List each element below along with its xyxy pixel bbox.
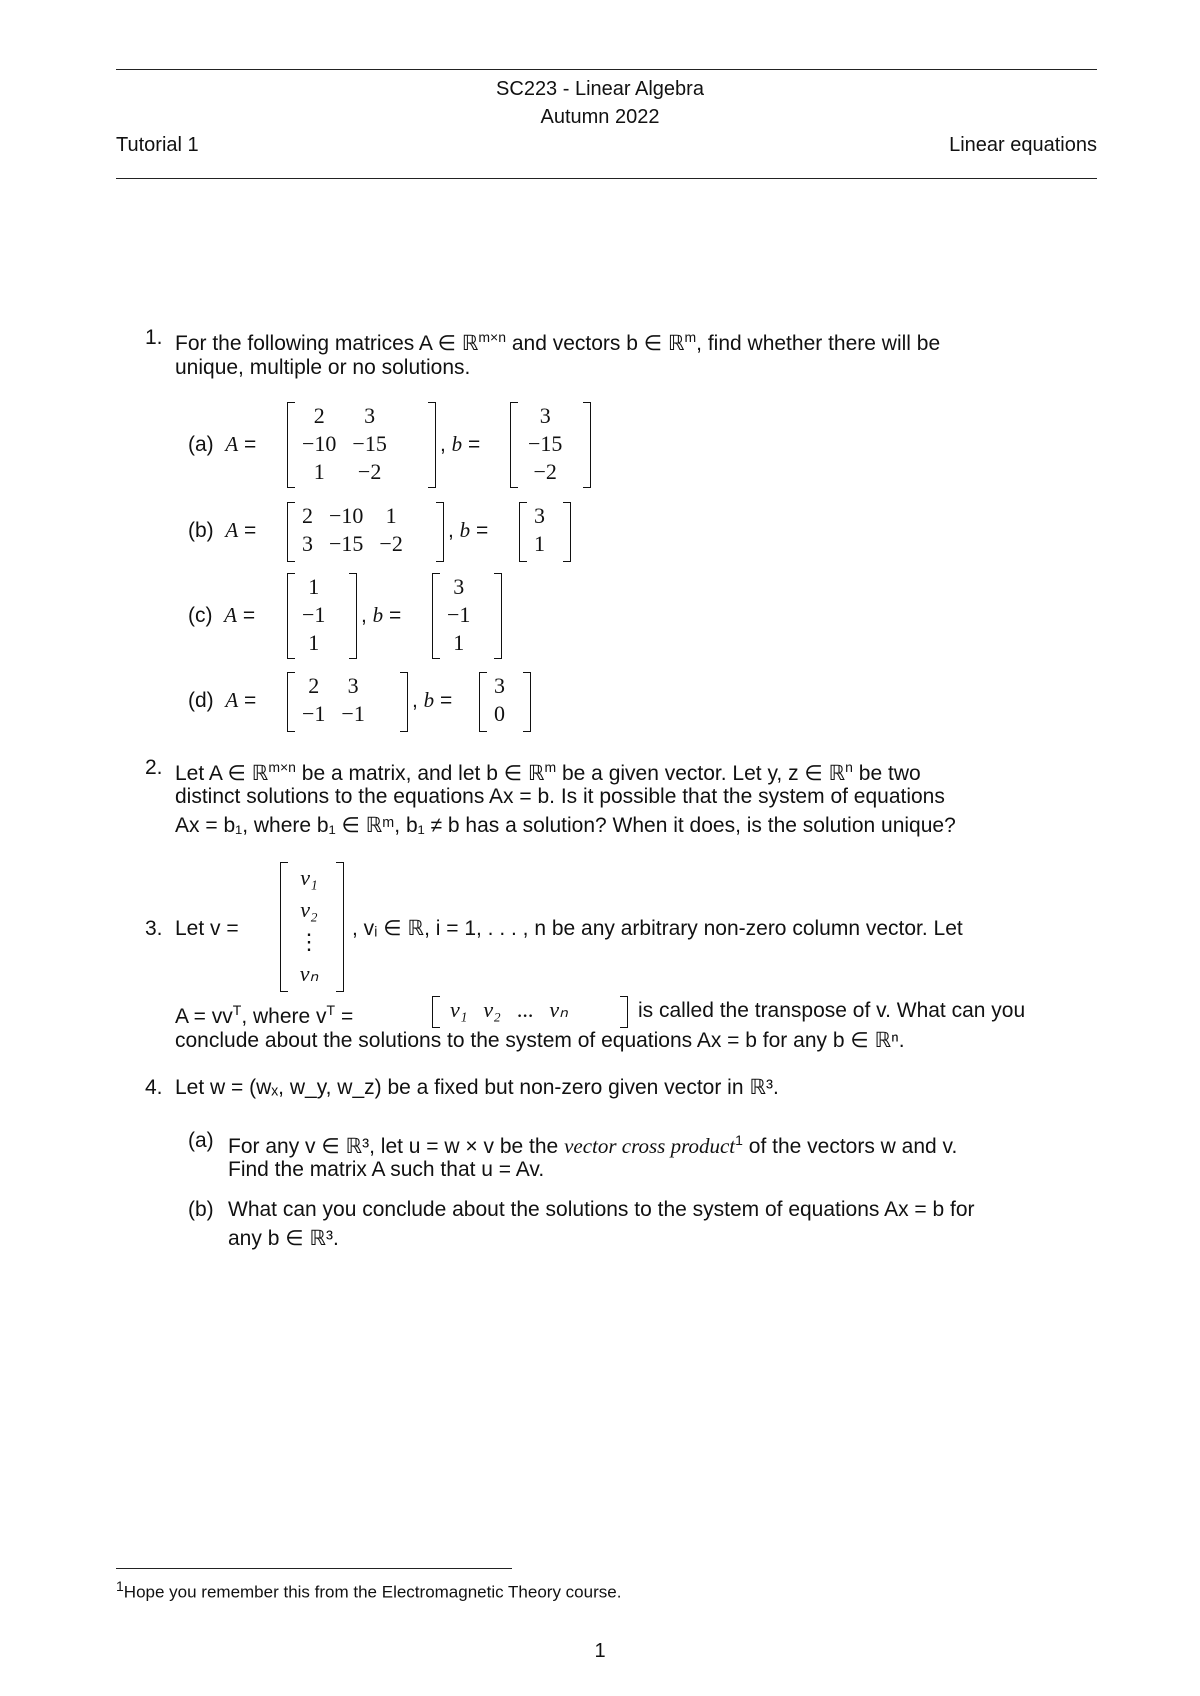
part-1c-label: (c) A = <box>188 603 256 627</box>
matrix-bracket <box>349 573 357 659</box>
matrix-cell: 3 <box>302 531 313 556</box>
comma-b-equals: , b = <box>361 603 402 627</box>
matrix-bracket <box>436 502 444 562</box>
matrix-bracket <box>432 996 440 1028</box>
part-4a-label: (a) <box>188 1129 214 1152</box>
matrix-cell: 2 <box>302 503 313 528</box>
problem-3-after: , vᵢ ∈ ℝ, i = 1, . . . , n be any arbitrary non-zero column vector. Let <box>352 917 963 940</box>
vector-1a-b <box>520 402 570 486</box>
vector-1c-b <box>439 573 478 657</box>
problem-2-number: 2. <box>145 756 163 779</box>
matrix-bracket <box>494 573 502 659</box>
comma-b-equals: , b = <box>440 432 481 456</box>
matrix-cell: −1 <box>341 701 365 726</box>
vector-1b-b <box>526 502 553 558</box>
term: Autumn 2022 <box>540 106 660 128</box>
header-right: Linear equations <box>949 134 1097 156</box>
part-4b-label: (b) <box>188 1198 214 1221</box>
matrix-bracket <box>523 672 531 732</box>
header-top-rule <box>116 69 1097 70</box>
matrix-cell: −15 <box>528 431 563 456</box>
matrix-cell: −1 <box>302 602 326 627</box>
matrix-bracket <box>563 502 571 562</box>
problem-4-line1: Let w = (wₓ, w_y, w_z) be a fixed but non-zero given vector in ℝ³. <box>175 1076 779 1099</box>
header-left: Tutorial 1 <box>116 134 199 156</box>
matrix-1a-A <box>294 402 395 486</box>
problem-4-number: 4. <box>145 1076 163 1099</box>
part-1a-label: (a) A = <box>188 432 257 456</box>
vector-1d-b <box>486 672 513 728</box>
part-4b-line1: What can you conclude about the solutions to the system of equations Ax = b for <box>228 1198 975 1221</box>
matrix-cell: v₁ <box>300 865 318 890</box>
footnote-rule <box>116 1568 512 1569</box>
footnote-text: Hope you remember this from the Electromagnetic Theory course. <box>123 1582 622 1602</box>
matrix-bracket <box>428 402 436 488</box>
matrix-cell: 1 <box>453 630 465 655</box>
problem-3-line3: conclude about the solutions to the system of equations Ax = b for any b ∈ ℝⁿ. <box>175 1029 905 1052</box>
matrix-cell: −1 <box>447 602 471 627</box>
matrix-cell: 1 <box>534 531 545 556</box>
matrix-cell: 0 <box>494 701 505 726</box>
row-vector-vT <box>442 996 576 1024</box>
matrix-cell: ... <box>516 997 534 1022</box>
page-number: 1 <box>594 1640 606 1662</box>
matrix-1b-A <box>294 502 411 558</box>
problem-1-line1: For the following matrices A ∈ ℝ$^{m\times n}$ and vectors b ∈ ℝ$^m$, find whether there will be <box>175 329 941 355</box>
comma-b-equals: , b = <box>448 518 489 542</box>
matrix-cell: −15 <box>352 431 387 456</box>
matrix-cell: ⋮ <box>298 929 320 954</box>
matrix-cell: 3 <box>534 503 545 528</box>
matrix-bracket <box>280 862 288 992</box>
matrix-1d-A <box>294 672 373 728</box>
problem-3-line2-end: is called the transpose of v. What can you <box>638 999 1026 1022</box>
matrix-cell: v₂ <box>300 897 318 922</box>
problem-2-line2: distinct solutions to the equations Ax = b. Is it possible that the system of equations <box>175 785 945 808</box>
vector-v <box>290 862 328 990</box>
header-bottom-rule <box>116 178 1097 179</box>
matrix-cell: 1 <box>313 459 325 484</box>
problem-3-line2: $A = vv^T$, where $v^T$ = <box>175 1002 354 1028</box>
part-4a-line2: Find the matrix A such that u = Av. <box>228 1158 545 1181</box>
problem-2-line3: Ax = b₁, where b₁ ∈ ℝᵐ, b₁ ≠ b has a solution? When it does, is the solution unique? <box>175 814 956 837</box>
matrix-cell: v₂ <box>483 997 501 1022</box>
matrix-cell: 3 <box>539 403 551 428</box>
matrix-cell: vₙ <box>549 997 568 1022</box>
matrix-bracket <box>400 672 408 732</box>
matrix-cell: −10 <box>302 431 337 456</box>
matrix-cell: 3 <box>364 403 376 428</box>
matrix-cell: 3 <box>347 673 359 698</box>
matrix-cell: vₙ <box>299 961 319 986</box>
matrix-bracket <box>620 996 628 1028</box>
course-title: SC223 - Linear Algebra <box>496 78 704 100</box>
footnote <box>116 1578 621 1603</box>
matrix-cell: 1 <box>385 503 397 528</box>
matrix-cell: −2 <box>357 459 382 484</box>
comma-b-equals: , b = <box>412 688 453 712</box>
problem-3-let: Let v = <box>175 917 239 940</box>
matrix-cell: 2 <box>313 403 325 428</box>
matrix-cell: 1 <box>308 630 320 655</box>
part-1b-label: (b) A = <box>188 518 257 542</box>
matrix-cell: 3 <box>453 574 465 599</box>
problem-1-line2: unique, multiple or no solutions. <box>175 356 471 379</box>
part-4b-line2: any b ∈ ℝ³. <box>228 1227 339 1250</box>
matrix-cell: −1 <box>302 701 326 726</box>
part-4a-line1: For any v ∈ ℝ³, let u = w × v be the vector cross product$^1$ of the vectors w and v. <box>228 1132 958 1158</box>
matrix-cell: 1 <box>308 574 320 599</box>
matrix-bracket <box>510 402 518 488</box>
matrix-cell: −2 <box>533 459 557 484</box>
matrix-cell: 3 <box>494 673 505 698</box>
footnote-mark: 1 <box>116 1578 124 1594</box>
matrix-cell: −10 <box>329 503 364 528</box>
matrix-cell: v₁ <box>450 997 468 1022</box>
matrix-bracket <box>336 862 344 992</box>
part-1d-label: (d) A = <box>188 688 257 712</box>
matrix-cell: 2 <box>308 673 320 698</box>
matrix-1c-A <box>294 573 333 657</box>
matrix-cell: −15 <box>329 531 364 556</box>
problem-2-line1: Let A ∈ ℝ$^{m\times n}$ be a matrix, and let b ∈ ℝ$^m$ be a given vector. Let y, z ∈ ℝ$^n$ be two <box>175 759 921 785</box>
problem-3-number: 3. <box>145 917 163 940</box>
matrix-cell: −2 <box>379 531 403 556</box>
problem-1-number: 1. <box>145 326 163 349</box>
matrix-bracket <box>583 402 591 488</box>
